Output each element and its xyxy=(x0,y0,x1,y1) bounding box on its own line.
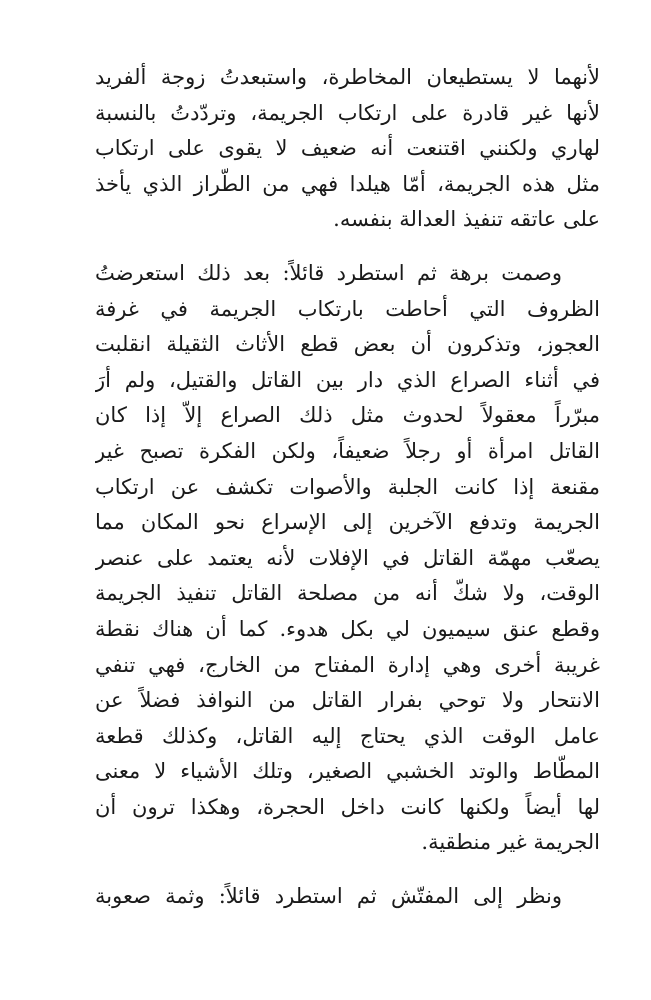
text-line: مثل هذه الجريمة، أمّا هيلدا فهي من الطّراز الذي يأخذ xyxy=(95,171,600,196)
paragraph-1 xyxy=(95,60,600,238)
text-line: الجريمة وتدفع الآخرين إلى الإسراع نحو المكان مما xyxy=(95,510,600,535)
text-line: يصعّب مهمّة القاتل في الإفلات لأنه يعتمد على عنصر xyxy=(95,545,600,570)
text-line: مبرّراً معقولاً لحدوث مثل ذلك الصراع إلاّ إذا كان xyxy=(95,403,600,428)
book-page xyxy=(95,60,600,915)
text-line: المطّاط والوتد الخشبي الصغير، وتلك الأشياء لا معنى xyxy=(95,759,600,784)
text-line: العجوز، وتذكرون أن بعض قطع الأثاث الثقيلة انقلبت xyxy=(95,332,600,357)
text-line: غريبة أخرى وهي إدارة المفتاح من الخارج، فهي تنفي xyxy=(95,652,600,677)
text-line: وقطع عنق سيميون لي بكل هدوء. كما أن هناك نقطة xyxy=(95,616,600,641)
text-line: لأنها غير قادرة على ارتكاب الجريمة، وتردّدتُ بالنسبة xyxy=(95,100,600,125)
paragraph-2 xyxy=(95,256,600,861)
text-line: لأنهما لا يستطيعان المخاطرة، واستبعدتُ زوجة ألفريد xyxy=(95,65,600,89)
text-line: في أثناء الصراع الذي دار بين القاتل والقتيل، ولم أرَ xyxy=(95,367,600,392)
text-line: وصمت برهة ثم استطرد قائلاً: بعد ذلك استعرضتُ xyxy=(95,260,562,285)
text-line: الظروف التي أحاطت بارتكاب الجريمة في غرفة xyxy=(95,296,600,321)
text-line: على عاتقه تنفيذ العدالة بنفسه. xyxy=(333,207,600,232)
text-line: ونظر إلى المفتّش ثم استطرد قائلاً: وثمة صعوبة xyxy=(95,884,562,909)
text-line: لها أيضاً ولكنها كانت داخل الحجرة، وهكذا ترون أن xyxy=(95,794,600,819)
text-line: الانتحار ولا توحي بفرار القاتل من النوافذ فضلاً عن xyxy=(95,688,600,713)
text-line: الجريمة غير منطقية. xyxy=(421,830,600,855)
text-line: القاتل امرأة أو رجلاً ضعيفاً، ولكن الفكرة تصبح غير xyxy=(95,438,600,463)
paragraph-3 xyxy=(95,879,600,915)
text-line: الوقت، ولا شكّ أنه من مصلحة القاتل تنفيذ الجريمة xyxy=(95,581,600,606)
text-line: لهاري ولكنني اقتنعت أنه ضعيف لا يقوى على ارتكاب xyxy=(95,136,600,161)
text-line: مقنعة إذا كانت الجلبة والأصوات تكشف عن ارتكاب xyxy=(95,474,600,499)
text-line: عامل الوقت الذي يحتاج إليه القاتل، وكذلك قطعة xyxy=(95,723,600,748)
